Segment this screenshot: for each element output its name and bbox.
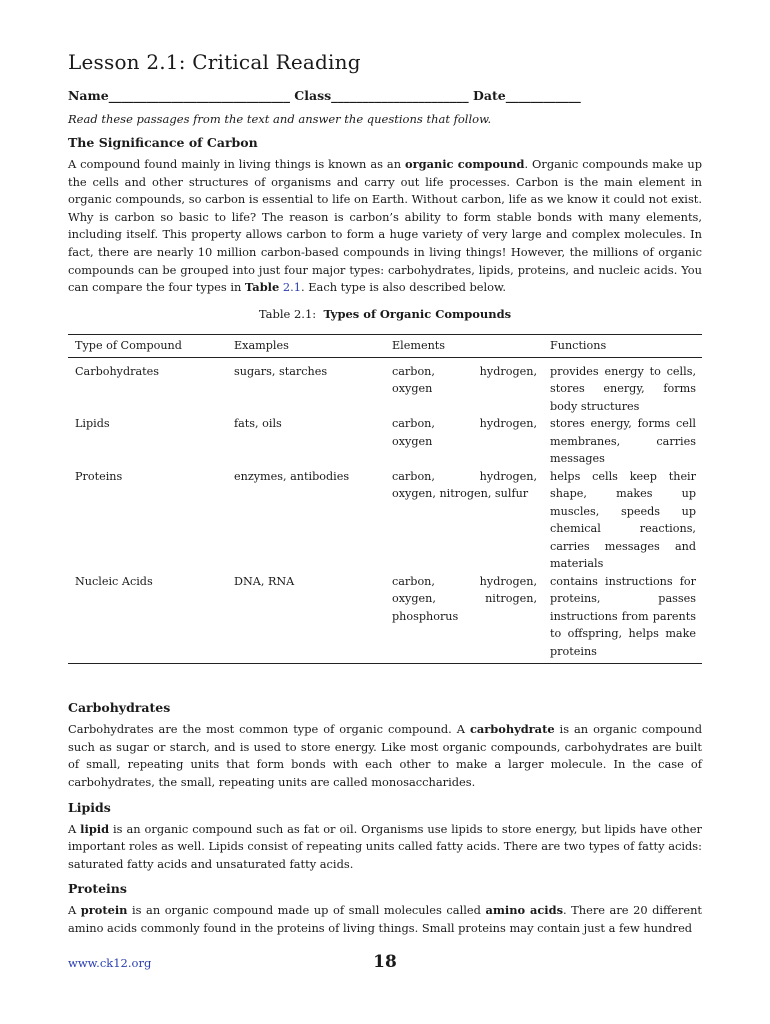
paragraph-proteins: A protein is an organic compound made up of small molecules called amino acids. There are 20 different amino acids commonly found in the proteins of living things. Small proteins may contain just a few hundred <box>68 903 702 935</box>
cell-elements: carbon, hydrogen, oxygen, nitrogen, sulfur <box>392 469 537 501</box>
table-caption-label: Table 2.1: <box>258 306 317 321</box>
table-row <box>68 357 702 415</box>
document-page <box>68 50 702 938</box>
table-row <box>68 573 702 664</box>
cell-functions: helps cells keep their shape, makes up muscles, speeds up chemical reactions, carries messages and materials <box>550 469 696 571</box>
organic-compounds-table <box>68 334 702 665</box>
cell-type: Carbohydrates <box>75 364 160 378</box>
page-footer <box>68 952 702 974</box>
paragraph-carbon: A compound found mainly in living things is known as an organic compound. Organic compounds make up the cells and other structures of organisms and carry out life processes. Carbon is the main element in organic compounds, so carbon is essential to life on Earth. Without carbon, life as we know it could not exist. Why is carbon so basic to life? The reason is carbon’s ability to form stable bonds with many elements, including itself. This property allows carbon to form a huge variety of very large and complex molecules. In fact, there are nearly 10 million carbon-based compounds in living things! However, the millions of organic compounds can be grouped into just four major types: carbohydrates, lipids, proteins, and nucleic acids. You can compare the four types in Table 2.1. Each type is also described below. <box>68 157 702 295</box>
term-carbohydrate: carbohydrate <box>469 722 555 737</box>
paragraph-lipids: A lipid is an organic compound such as fat or oil. Organisms use lipids to store energy, but lipids have other important roles as well. Lipids consist of repeating units called fatty acids. There are two types of fatty acids: saturated fatty acids and unsaturated fatty acids. <box>68 821 702 871</box>
table-caption-title: Types of Organic Compounds <box>323 306 512 321</box>
instructions: Read these passages from the text and answer the questions that follow. <box>68 112 492 126</box>
cell-type: Lipids <box>75 417 110 431</box>
section-heading-carbohydrates: Carbohydrates <box>68 700 171 716</box>
page-number: 18 <box>373 952 397 972</box>
cell-examples: DNA, RNA <box>234 574 295 588</box>
term-amino-acids: amino acids <box>485 903 563 918</box>
cell-examples: sugars, starches <box>234 364 328 378</box>
table-header-row <box>68 334 702 357</box>
cell-functions: contains instructions for proteins, passes instructions from parents to offspring, helps make proteins <box>550 574 696 658</box>
table-ref-word: Table <box>244 280 280 295</box>
cell-elements: carbon, hydrogen, oxygen, nitrogen, phosphorus <box>392 574 537 623</box>
cell-type: Nucleic Acids <box>75 574 153 588</box>
header-examples: Examples <box>234 338 289 352</box>
table-caption <box>68 307 702 321</box>
footer-url-link[interactable]: www.ck12.org <box>68 956 152 970</box>
paragraph-carbohydrates: Carbohydrates are the most common type of organic compound. A carbohydrate is an organic compound such as sugar or starch, and is used to store energy. Like most organic compounds, carbohydrates are built of small, repeating units that form bonds with each other to make a larger molecule. In the case of carbohydrates, the small, repeating units are called monosaccharides. <box>68 722 702 790</box>
cell-functions: stores energy, forms cell membranes, carries messages <box>550 417 696 466</box>
header-functions: Functions <box>550 338 607 352</box>
section-heading-lipids: Lipids <box>68 799 111 815</box>
cell-elements: carbon, hydrogen, oxygen <box>392 364 537 396</box>
table-row <box>68 415 702 468</box>
term-protein: protein <box>80 903 128 918</box>
cell-examples: enzymes, antibodies <box>234 469 350 483</box>
cell-elements: carbon, hydrogen, oxygen <box>392 417 537 448</box>
name-class-date-fields: Name_____________________________ Class______________________ Date____________ <box>68 88 581 103</box>
term-lipid: lipid <box>80 821 110 836</box>
table-ref-link[interactable]: 2.1 <box>282 280 301 295</box>
header-elements: Elements <box>392 338 446 352</box>
table-row <box>68 468 702 573</box>
cell-functions: provides energy to cells, stores energy, forms body structures <box>550 364 696 413</box>
cell-examples: fats, oils <box>234 417 282 431</box>
term-organic-compound: organic compound <box>405 157 525 171</box>
lesson-title: Lesson 2.1: Critical Reading <box>68 50 361 74</box>
section-heading-carbon: The Significance of Carbon <box>68 135 258 150</box>
section-heading-proteins: Proteins <box>68 881 127 897</box>
header-type: Type of Compound <box>75 338 182 352</box>
cell-type: Proteins <box>75 469 123 483</box>
